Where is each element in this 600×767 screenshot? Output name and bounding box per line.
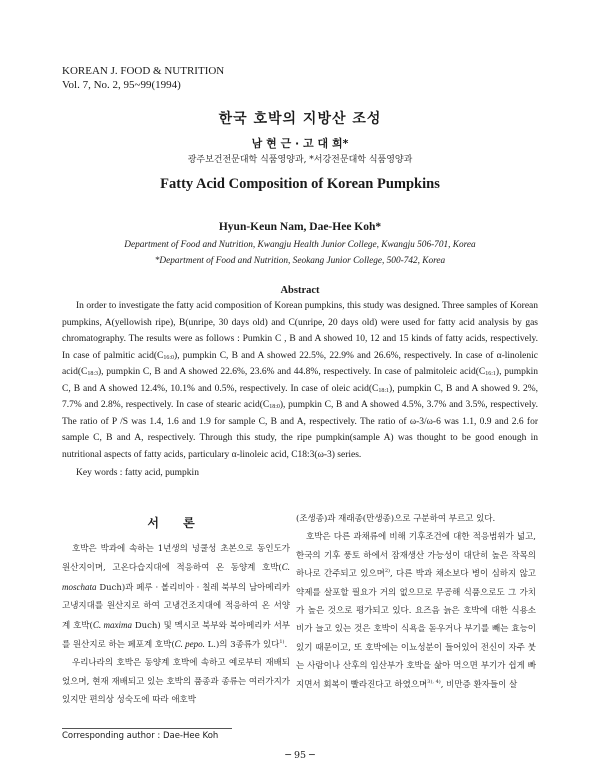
footnote-rule — [62, 728, 232, 729]
species-name: C. pepo. — [174, 639, 205, 650]
citation-ref: 2) — [384, 568, 390, 575]
citation-ref: 1) — [279, 639, 285, 646]
keywords: Key words : fatty acid, pumpkin — [76, 468, 199, 478]
body-text: 호박은 다른 과채류에 비해 기후조건에 대한 적응범위가 넓고, 한국의 기후 풍토 하에서 잠재생산 가능성이 대단히 높은 작목의 하나로 간주되고 있으며 — [296, 532, 536, 580]
body-text: Duch)과 페루 · 볼리비아 · 칠레 북부의 남아메리카 고냉지대를 원산지로 하여 고냉건조지대에 적응하여 온 서양계 호박( — [62, 582, 290, 631]
paragraph — [62, 540, 290, 654]
korean-authors: 남 현 근 · 고 대 희* — [251, 137, 349, 150]
subscript: 18:1 — [378, 387, 390, 394]
abstract-text: In order to investigate the fatty acid composition of Korean pumpkins, this study was designed. Three samples of Korean pumpkins, A(yellowish ripe), B(unripe, 30 days old) and C(unripe, 20 days old) were used for fatty acid analysis by gas chromatography. The results were as follows : Pumkin C , B and A showed 10, 12 and 15 kinds of fatty acids, respectively. In case of palmitic acid(C — [62, 301, 538, 361]
body-column-left — [62, 540, 290, 756]
body-text: 호박은 박과에 속하는 1년생의 넝쿨성 초본으로 동인도가 원산지이며, 고온다습지대에 적응하여 온 동양계 호박( — [62, 544, 290, 574]
body-column-right — [296, 510, 536, 734]
korean-title: 한국 호박의 지방산 조성 — [218, 111, 382, 127]
subscript: 16:0 — [163, 354, 175, 361]
english-affiliation-1: Department of Food and Nutrition, Kwangju Health Junior College, Kwangju 506-701, Korea — [124, 240, 476, 250]
page-number: ─ 95 ─ — [285, 750, 315, 761]
subscript: 18:0 — [269, 404, 280, 410]
paragraph — [296, 528, 536, 694]
body-text: L.)의 3종류가 있다 — [204, 640, 280, 651]
abstract-heading: Abstract — [280, 285, 320, 296]
species-name: C. moschata — [62, 562, 290, 592]
paragraph: (조생종)과 재래종(만생종)으로 구분하여 부르고 있다. — [296, 514, 496, 524]
english-affiliation-2: *Department of Food and Nutrition, Seokang Junior College, 500-742, Korea — [154, 256, 446, 266]
abstract-body — [62, 298, 538, 463]
body-text: , 다른 박과 채소보다 병이 심하지 않고 약제를 살포할 필요가 거의 없으므로 무공해 식품으로도 그 가치가 높은 것으로 평가되고 있다. 요즈음 늙은 호박에 대한 식용소비가 늘고 있는 것은 호박이 식욕을 돋우거나 부기를 빼는 효능이 있기 때문이고, 또 호박에는 이뇨성분이 들어있어 전신이 자주 붓는 사람이나 산후의 임산부가 호박을 삶아 먹으면 부기가 쉽게 빠지면서 회복이 빨라진다고 하였으며 — [296, 569, 536, 690]
citation-ref: 3), 4) — [427, 678, 441, 685]
species-name: C. maxima — [92, 619, 132, 630]
body-text: Duch) 및 멕시코 북부와 북아메리카 서부를 원산지로 하는 페포계 호박( — [62, 620, 290, 651]
body-text: , 비만증 환자들이 살 — [440, 679, 518, 690]
abstract-text: ), pumpkin C, B and A showed 22.6%, 23.6% and 44.8%, respectively. In case of palmitoleic acid(C — [98, 367, 486, 377]
abstract-text: ), pumpkin C, B and A showed 12.4%, 10.1% and 0.5%, respectively. In case of oleic acid(C — [62, 367, 538, 394]
abstract-text: ), pumpkin C, B and A showed 4.5%, 3.7% and 3.5%, respectively. The ratio of P /S was 1.4, 1.6 and 1.9 for sample C, B and A, respectively. The ratio of ω-3/ω-6 was 1.1, 0.9 and 2.6 for sample C, B and A, respectively. Through this study, the ripe pumpkin(sample A) was thought to be good enough in nutritional aspects of fatty acids, particulary α-linoleic acid, C18:3(ω-3) series. — [62, 400, 539, 460]
english-title: Fatty Acid Composition of Korean Pumpkins — [160, 176, 440, 192]
abstract-text: ), pumpkin C, B and A showed 9. 2%, 7.7% and 2.8%, respectively. In case of stearic acid(C — [62, 383, 538, 410]
section-heading: 서 론 — [147, 516, 205, 530]
korean-affiliation: 광주보건전문대학 식품영양과, *서강전문대학 식품영양과 — [187, 155, 413, 165]
journal-citation — [62, 64, 224, 92]
abstract-text: ), pumpkin C, B and A showed 22.5%, 22.9% and 26.6%, respectively. In case of α-linolenic acid(C — [62, 350, 538, 377]
subscript: 16:1 — [485, 371, 496, 377]
paragraph: 우리나라의 호박은 동양계 호박에 속하고 예로부터 재배되었으며, 현재 재배되고 있는 호박의 품종과 종류는 여러가지가 있지만 편의상 성숙도에 따라 애호박 — [62, 658, 290, 706]
body-text: . — [284, 640, 288, 651]
subscript: 18:3 — [87, 371, 98, 377]
corresponding-author-footnote: Corresponding author : Dae-Hee Koh — [62, 731, 219, 741]
journal-volume: Vol. 7, No. 2, 95~99(1994) — [62, 79, 181, 91]
journal-name: KOREAN J. FOOD & NUTRITION — [62, 65, 225, 77]
english-authors: Hyun-Keun Nam, Dae-Hee Koh* — [218, 221, 382, 233]
